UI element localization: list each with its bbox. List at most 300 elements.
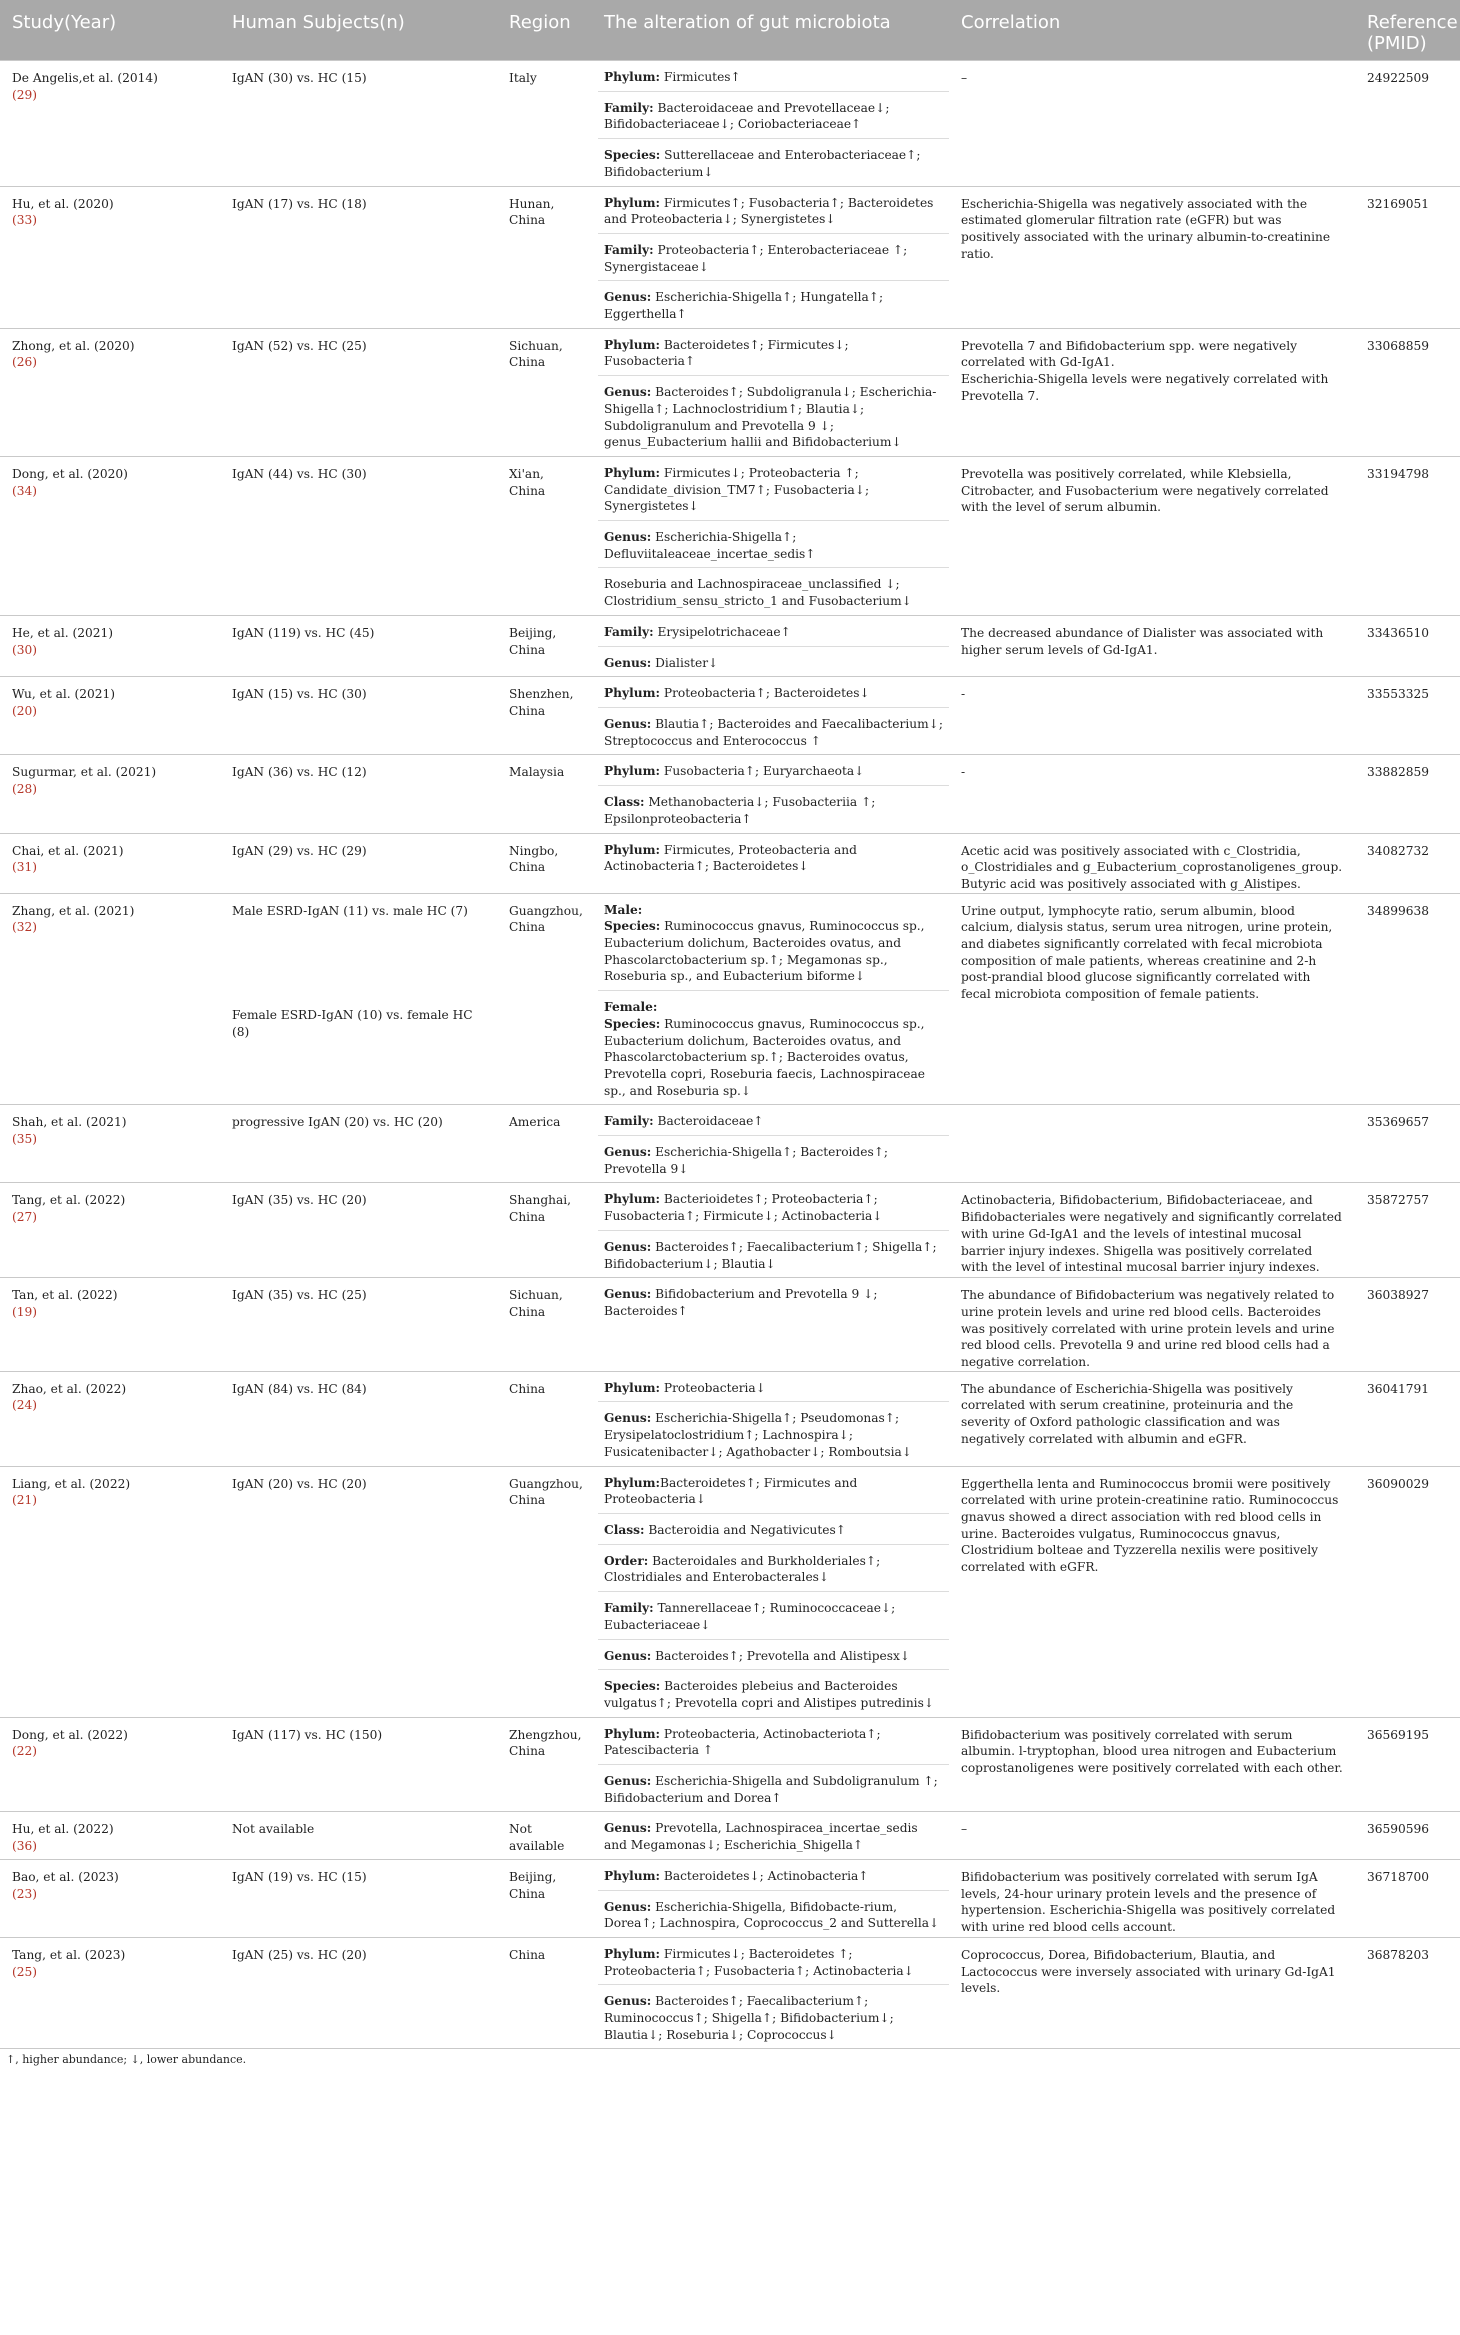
alteration-label: Phylum: xyxy=(604,686,660,701)
pmid-cell: 33436510 xyxy=(1355,615,1460,676)
study-cell xyxy=(0,833,220,893)
alteration-text: Proteobacteria, Actinobacteriota↑; Patescibacteria ↑ xyxy=(604,1726,881,1758)
alteration-item xyxy=(598,1718,949,1765)
study-cell xyxy=(0,328,220,456)
alteration-item xyxy=(598,755,949,786)
alteration-label: Species: xyxy=(604,919,661,934)
table-row xyxy=(0,755,1460,833)
alteration-text: Firmicutes↓; Proteobacteria ↑; Candidate_division_TM7↑; Fusobacteria↓; Synergistetes↓ xyxy=(604,465,870,514)
pmid-cell: 36038927 xyxy=(1355,1278,1460,1372)
study-cell xyxy=(0,1371,220,1466)
alteration-item xyxy=(598,1938,949,1985)
correlation-cell: Escherichia-Shigella was negatively associated with the estimated glomerular filtration rate (eGFR) but was positively associated with the urinary albumin-to-creatinine ratio. xyxy=(949,186,1355,328)
alteration-item xyxy=(598,376,949,456)
alteration-cell xyxy=(592,1937,949,2048)
alteration-item xyxy=(598,1670,949,1716)
alteration-text: Bacteroidetes↓; Actinobacteria↑ xyxy=(660,1868,869,1883)
study-cell xyxy=(0,893,220,1105)
alteration-text: Bacteroidaceae↑ xyxy=(653,1114,764,1129)
alteration-text: Bacteroidia and Negativicutes↑ xyxy=(644,1523,846,1537)
citation-ref: (33) xyxy=(12,213,38,228)
subjects-cell xyxy=(220,1717,497,1812)
alteration-text: Escherichia-Shigella↑; Bacteroides↑; Prevotella 9↓ xyxy=(604,1145,889,1176)
header-subjects: Human Subjects(n) xyxy=(220,0,497,61)
subjects-cell xyxy=(220,893,497,1105)
alteration-item xyxy=(598,1136,949,1182)
study-cell xyxy=(0,677,220,755)
alteration-cell xyxy=(592,61,949,187)
alteration-text: Escherichia-Shigella↑; Pseudomonas↑; Erysipelatoclostridium↑; Lachnospira↓; Fusicatenibacter↓; Agathobacter↓; Romboutsia↓ xyxy=(604,1411,912,1459)
study-cell xyxy=(0,1278,220,1372)
study-cell xyxy=(0,1105,220,1183)
alteration-label: Genus: xyxy=(604,1774,652,1789)
table-body xyxy=(0,61,1460,2049)
alteration-label: Genus: xyxy=(604,1994,652,2009)
correlation-cell: The decreased abundance of Dialister was associated with higher serum levels of Gd-IgA1. xyxy=(949,615,1355,676)
alteration-text: Bacteroides plebeius and Bacteroides vulgatus↑; Prevotella copri and Alistipes putredinis↓ xyxy=(604,1679,935,1710)
subjects-cell xyxy=(220,456,497,615)
citation-ref: (34) xyxy=(12,483,38,498)
correlation-cell: – xyxy=(949,61,1355,187)
study-cell xyxy=(0,1183,220,1278)
alteration-item xyxy=(598,329,949,376)
subjects-cell xyxy=(220,1183,497,1278)
table-row xyxy=(0,615,1460,676)
alteration-label: Phylum: xyxy=(604,842,660,857)
pmid-cell: 35369657 xyxy=(1355,1105,1460,1183)
study-name: De Angelis,et al. (2014) xyxy=(12,71,158,85)
alteration-cell xyxy=(592,1371,949,1466)
alteration-item xyxy=(598,1860,949,1891)
study-name: Liang, et al. (2022) xyxy=(12,1476,131,1491)
table-row xyxy=(0,1371,1460,1466)
pmid-cell: 33553325 xyxy=(1355,677,1460,755)
subjects-cell xyxy=(220,677,497,755)
alteration-item xyxy=(598,616,949,647)
alteration-label: Genus: xyxy=(604,1287,652,1302)
alteration-label: Species: xyxy=(604,1679,661,1694)
pmid-cell: 34082732 xyxy=(1355,833,1460,893)
citation-ref: (27) xyxy=(12,1210,38,1225)
alteration-label: Species: xyxy=(604,1016,661,1031)
correlation-cell: Actinobacteria, Bifidobacterium, Bifidobacteriaceae, and Bifidobacteriales were negatively and significantly correlated with urine Gd-IgA1 and the levels of intestinal mucosal barrier injury indexes. Shigella was positively correlated with the level of intestinal mucosal barrier injury indexes. xyxy=(949,1183,1355,1278)
region-cell: China xyxy=(497,1937,592,2048)
header-alteration: The alteration of gut microbiota xyxy=(592,0,949,61)
alteration-item xyxy=(598,61,949,92)
pmid-cell: 36718700 xyxy=(1355,1859,1460,1937)
citation-ref: (25) xyxy=(12,1964,38,1979)
subjects-text: Female ESRD-IgAN (10) vs. female HC (8) xyxy=(232,1008,473,1040)
alteration-item xyxy=(598,92,949,139)
region-cell: Sichuan, China xyxy=(497,328,592,456)
alteration-item xyxy=(598,521,949,568)
alteration-text: Firmicutes↓; Bacteroidetes ↑; Proteobacteria↑; Fusobacteria↑; Actinobacteria↓ xyxy=(604,1946,914,1978)
citation-ref: (23) xyxy=(12,1886,38,1901)
correlation-cell: The abundance of Escherichia-Shigella was positively correlated with serum creatinine, proteinuria and the severity of Oxford pathologic classification and was negatively correlated with albumin and eGFR. xyxy=(949,1371,1355,1466)
study-name: Shah, et al. (2021) xyxy=(12,1115,127,1130)
alteration-cell xyxy=(592,1812,949,1859)
study-cell xyxy=(0,1859,220,1937)
study-name: Bao, et al. (2023) xyxy=(12,1869,119,1884)
alteration-item xyxy=(598,1985,949,2048)
region-cell: Shanghai, China xyxy=(497,1183,592,1278)
citation-ref: (36) xyxy=(12,1839,38,1854)
study-cell xyxy=(0,61,220,187)
alteration-label: Genus: xyxy=(604,1239,652,1254)
table-row xyxy=(0,328,1460,456)
subjects-cell xyxy=(220,1859,497,1937)
subjects-cell xyxy=(220,186,497,328)
correlation-cell: Urine output, lymphocyte ratio, serum albumin, blood calcium, dialysis status, serum urea nitrogen, urine protein, and diabetes significantly correlated with fecal microbiota composition of male patients, whereas creatinine and 2-h post-prandial blood glucose significantly correlated with fecal microbiota composition of female patients. xyxy=(949,893,1355,1105)
alteration-label: Family: xyxy=(604,1601,654,1616)
alteration-text: Proteobacteria↑; Enterobacteriaceae ↑; Synergistaceae↓ xyxy=(604,242,908,274)
alteration-label: Family: xyxy=(604,624,654,639)
subjects-text: Not available xyxy=(232,1822,315,1837)
subjects-text: IgAN (44) vs. HC (30) xyxy=(232,466,367,481)
alteration-label: Genus: xyxy=(604,1145,652,1160)
table-row xyxy=(0,1105,1460,1183)
citation-ref: (20) xyxy=(12,703,38,718)
table-row xyxy=(0,186,1460,328)
header-correlation: Correlation xyxy=(949,0,1355,61)
alteration-text: Proteobacteria↓ xyxy=(660,1380,766,1395)
pmid-cell: 34899638 xyxy=(1355,893,1460,1105)
alteration-cell xyxy=(592,615,949,676)
subjects-cell xyxy=(220,1371,497,1466)
pmid-cell: 33882859 xyxy=(1355,755,1460,833)
citation-ref: (22) xyxy=(12,1744,38,1759)
region-cell: Hunan, China xyxy=(497,186,592,328)
study-name: Hu, et al. (2020) xyxy=(12,196,114,211)
study-cell xyxy=(0,1812,220,1859)
subjects-cell xyxy=(220,615,497,676)
pmid-cell: 33068859 xyxy=(1355,328,1460,456)
correlation-cell: - xyxy=(949,677,1355,755)
subjects-text: IgAN (36) vs. HC (12) xyxy=(232,765,367,780)
alteration-text: Bacterioidetes↑; Proteobacteria↑; Fusobacteria↑; Firmicute↓; Actinobacteria↓ xyxy=(604,1192,883,1224)
region-cell: Malaysia xyxy=(497,755,592,833)
alteration-item xyxy=(598,677,949,708)
study-name: Hu, et al. (2022) xyxy=(12,1822,114,1837)
study-cell xyxy=(0,1937,220,2048)
alteration-item xyxy=(598,457,949,521)
alteration-item xyxy=(598,1105,949,1136)
alteration-cell xyxy=(592,677,949,755)
alteration-label: Phylum: xyxy=(604,1868,660,1883)
subjects-cell xyxy=(220,1466,497,1717)
table-row xyxy=(0,1717,1460,1812)
pmid-cell: 32169051 xyxy=(1355,186,1460,328)
alteration-text: Sutterellaceae and Enterobacteriaceae↑; Bifidobacterium↓ xyxy=(604,148,921,179)
citation-ref: (28) xyxy=(12,782,38,797)
alteration-item xyxy=(598,1514,949,1545)
alteration-item xyxy=(598,786,949,832)
pmid-cell: 36878203 xyxy=(1355,1937,1460,2048)
pmid-cell: 36090029 xyxy=(1355,1466,1460,1717)
alteration-label: Genus: xyxy=(604,1821,652,1836)
alteration-label: Genus: xyxy=(604,716,652,731)
alteration-text: Bacteroidaceae and Prevotellaceae↓; Bifidobacteriaceae↓; Coriobacteriaceae↑ xyxy=(604,100,890,132)
study-name: Wu, et al. (2021) xyxy=(12,687,116,702)
alteration-label: Phylum: xyxy=(604,1475,660,1490)
correlation-cell: Bifidobacterium was positively correlated with serum IgA levels, 24-hour urinary protein levels and the presence of hypertension. Escherichia-Shigella was positively correlated with urine red blood cells account. xyxy=(949,1859,1355,1937)
pmid-cell: 35872757 xyxy=(1355,1183,1460,1278)
table-row xyxy=(0,677,1460,755)
study-name: Tan, et al. (2022) xyxy=(12,1288,118,1303)
alteration-item xyxy=(598,1640,949,1671)
alteration-label: Genus: xyxy=(604,385,652,400)
alteration-cell xyxy=(592,755,949,833)
alteration-group-label: Female: xyxy=(604,1000,658,1015)
alteration-label: Species: xyxy=(604,148,661,163)
study-name: He, et al. (2021) xyxy=(12,625,114,640)
alteration-text: Bacteroides↑; Prevotella and Alistipesx↓ xyxy=(651,1648,911,1663)
region-cell: Zhengzhou, China xyxy=(497,1717,592,1812)
alteration-text: Methanobacteria↓; Fusobacteriia ↑; Epsilonproteobacteria↑ xyxy=(604,795,876,826)
alteration-item xyxy=(598,1765,949,1811)
alteration-text: Escherichia-Shigella and Subdoligranulum ↑; Bifidobacterium and Dorea↑ xyxy=(604,1774,938,1805)
correlation-cell: Prevotella was positively correlated, while Klebsiella, Citrobacter, and Fusobacterium were negatively correlated with the level of serum albumin. xyxy=(949,456,1355,615)
alteration-cell xyxy=(592,328,949,456)
citation-ref: (26) xyxy=(12,355,38,370)
region-cell: Shenzhen, China xyxy=(497,677,592,755)
region-cell: Sichuan, China xyxy=(497,1278,592,1372)
study-cell xyxy=(0,456,220,615)
alteration-text: Ruminococcus gnavus, Ruminococcus sp., Eubacterium dolichum, Bacteroides ovatus, and Phascolarctobacterium sp.↑; Bacteroides ovatus, Prevotella copri, Roseburia faecis, Lachnospiraceae sp., and Roseburia sp.↓ xyxy=(604,1016,925,1098)
study-name: Dong, et al. (2020) xyxy=(12,466,128,481)
citation-ref: (35) xyxy=(12,1132,38,1147)
alteration-label: Phylum: xyxy=(604,1380,660,1395)
alteration-item xyxy=(598,1231,949,1277)
subjects-text: IgAN (30) vs. HC (15) xyxy=(232,71,367,85)
alteration-label: Class: xyxy=(604,795,645,810)
subjects-text: IgAN (15) vs. HC (30) xyxy=(232,687,367,702)
subjects-cell xyxy=(220,1278,497,1372)
citation-ref: (19) xyxy=(12,1304,38,1319)
correlation-cell: Coprococcus, Dorea, Bifidobacterium, Blautia, and Lactococcus were inversely associated with urinary Gd-IgA1 levels. xyxy=(949,1937,1355,2048)
subjects-text: IgAN (35) vs. HC (25) xyxy=(232,1288,367,1303)
citation-ref: (30) xyxy=(12,642,38,657)
pmid-cell: 36041791 xyxy=(1355,1371,1460,1466)
subjects-cell xyxy=(220,833,497,893)
region-cell: Guangzhou, China xyxy=(497,1466,592,1717)
alteration-text: Prevotella, Lachnospiracea_incertae_sedis and Megamonas↓; Escherichia_Shigella↑ xyxy=(604,1821,918,1853)
subjects-text: progressive IgAN (20) vs. HC (20) xyxy=(232,1115,443,1130)
alteration-cell xyxy=(592,1183,949,1278)
table-row xyxy=(0,456,1460,615)
study-cell xyxy=(0,615,220,676)
study-cell xyxy=(0,1717,220,1812)
alteration-label: Phylum: xyxy=(604,1726,660,1741)
alteration-label: Phylum: xyxy=(604,1946,660,1961)
pmid-cell: 36590596 xyxy=(1355,1812,1460,1859)
subjects-cell xyxy=(220,1812,497,1859)
subjects-text: IgAN (29) vs. HC (29) xyxy=(232,843,367,858)
alteration-label: Phylum: xyxy=(604,1192,660,1207)
alteration-cell xyxy=(592,1717,949,1812)
alteration-label: Genus: xyxy=(604,1899,652,1914)
alteration-label: Phylum: xyxy=(604,465,660,480)
study-name: Chai, et al. (2021) xyxy=(12,843,124,858)
study-cell xyxy=(0,755,220,833)
alteration-label: Phylum: xyxy=(604,764,660,779)
alteration-item xyxy=(598,1467,949,1514)
region-cell: Beijing, China xyxy=(497,1859,592,1937)
alteration-label: Phylum: xyxy=(604,70,660,84)
subjects-text: IgAN (19) vs. HC (15) xyxy=(232,1869,367,1884)
pmid-cell: 33194798 xyxy=(1355,456,1460,615)
subjects-text: IgAN (52) vs. HC (25) xyxy=(232,338,367,353)
alteration-cell xyxy=(592,186,949,328)
header-study: Study(Year) xyxy=(0,0,220,61)
subjects-text: IgAN (84) vs. HC (84) xyxy=(232,1381,367,1396)
alteration-item xyxy=(598,1812,949,1858)
study-name: Tang, et al. (2022) xyxy=(12,1193,126,1208)
citation-ref: (31) xyxy=(12,860,38,875)
header-reference: Reference (PMID) xyxy=(1355,0,1460,61)
region-cell: China xyxy=(497,1371,592,1466)
correlation-cell: Bifidobacterium was positively correlated with serum albumin. l-tryptophan, blood urea nitrogen and Eubacterium coprostanoligenes were positively correlated with each other. xyxy=(949,1717,1355,1812)
alteration-text: Proteobacteria↑; Bacteroidetes↓ xyxy=(660,686,870,701)
citation-ref: (21) xyxy=(12,1493,38,1508)
table-row xyxy=(0,1937,1460,2048)
alteration-text: Bacteroides↑; Subdoligranula↓; Escherichia-Shigella↑; Lachnoclostridium↑; Blautia↓; Subdoligranulum and Prevotella 9 ↓; genus_Eubacterium hallii and Bifidobacterium↓ xyxy=(604,385,937,450)
alteration-label: Phylum: xyxy=(604,337,660,352)
alteration-item xyxy=(598,187,949,234)
alteration-label: Genus: xyxy=(604,1648,652,1663)
alteration-cell xyxy=(592,1466,949,1717)
region-cell: Not available xyxy=(497,1812,592,1859)
alteration-label: Genus: xyxy=(604,290,652,305)
alteration-text: Ruminococcus gnavus, Ruminococcus sp., Eubacterium dolichum, Bacteroides ovatus, and Phascolarctobacterium sp.↑; Megamonas sp., Roseburia sp., and Eubacterium biforme↓ xyxy=(604,919,925,984)
study-name: Zhang, et al. (2021) xyxy=(12,903,135,918)
alteration-item xyxy=(598,1183,949,1230)
header-row xyxy=(0,0,1460,61)
alteration-text: Escherichia-Shigella, Bifidobacte-rium, Dorea↑; Lachnospira, Coprococcus_2 and Sutterella↓ xyxy=(604,1899,940,1931)
header-region: Region xyxy=(497,0,592,61)
alteration-text: Firmicutes↑ xyxy=(660,70,741,84)
alteration-cell xyxy=(592,456,949,615)
subjects-text: IgAN (35) vs. HC (20) xyxy=(232,1193,367,1208)
table-row xyxy=(0,1859,1460,1937)
correlation-cell: - xyxy=(949,755,1355,833)
study-name: Sugurmar, et al. (2021) xyxy=(12,765,157,780)
alteration-label: Family: xyxy=(604,242,654,257)
alteration-item xyxy=(598,139,949,185)
alteration-text: Roseburia and Lachnospiraceae_unclassified ↓; Clostridium_sensu_stricto_1 and Fusobacterium↓ xyxy=(604,577,912,609)
alteration-text: Dialister↓ xyxy=(651,655,719,670)
alteration-text: Escherichia-Shigella↑; Defluviitaleaceae_incertae_sedis↑ xyxy=(604,530,816,561)
pmid-cell: 24922509 xyxy=(1355,61,1460,187)
alteration-text: Firmicutes↑; Fusobacteria↑; Bacteroidetes and Proteobacteria↓; Synergistetes↓ xyxy=(604,195,934,227)
alteration-label: Genus: xyxy=(604,1411,652,1426)
region-cell: Beijing, China xyxy=(497,615,592,676)
alteration-text: Bacteroides↑; Faecalibacterium↑; Ruminococcus↑; Shigella↑; Bifidobacterium↓; Blautia↓; Roseburia↓; Coprococcus↓ xyxy=(604,1994,894,2042)
study-name: Zhao, et al. (2022) xyxy=(12,1381,127,1396)
correlation-cell: – xyxy=(949,1812,1355,1859)
alteration-text: Fusobacteria↑; Euryarchaeota↓ xyxy=(660,764,865,779)
subjects-text: IgAN (25) vs. HC (20) xyxy=(232,1947,367,1962)
alteration-label: Genus: xyxy=(604,530,652,545)
region-cell: Xi'an, China xyxy=(497,456,592,615)
alteration-text: Bifidobacterium and Prevotella 9 ↓; Bacteroides↑ xyxy=(604,1287,878,1318)
alteration-item xyxy=(598,834,949,880)
study-cell xyxy=(0,186,220,328)
subjects-cell xyxy=(220,1937,497,2048)
subjects-cell xyxy=(220,61,497,187)
region-cell: Ningbo, China xyxy=(497,833,592,893)
correlation-cell: Acetic acid was positively associated with c_Clostridia, o_Clostridiales and g_Eubacterium_coprostanoligenes_group. Butyric acid was positively associated with g_Alistipes. xyxy=(949,833,1355,893)
subjects-text: IgAN (119) vs. HC (45) xyxy=(232,625,375,640)
alteration-item xyxy=(598,1592,949,1639)
alteration-item xyxy=(598,1545,949,1592)
alteration-cell xyxy=(592,1278,949,1372)
alteration-item xyxy=(598,647,949,677)
alteration-cell xyxy=(592,1859,949,1937)
table-row xyxy=(0,893,1460,1105)
alteration-text: Bacteroidetes↑; Firmicutes↓; Fusobacteria↑ xyxy=(604,337,849,369)
study-name: Zhong, et al. (2020) xyxy=(12,338,135,353)
alteration-item xyxy=(598,1402,949,1465)
subjects-cell xyxy=(220,328,497,456)
alteration-cell xyxy=(592,1105,949,1183)
subjects-text: IgAN (117) vs. HC (150) xyxy=(232,1727,383,1742)
correlation-cell: Prevotella 7 and Bifidobacterium spp. were negatively correlated with Gd-IgA1. Escherichia-Shigella levels were negatively correlated with Prevotella 7. xyxy=(949,328,1355,456)
table-row xyxy=(0,61,1460,187)
alteration-item xyxy=(598,894,949,992)
region-cell: Guangzhou, China xyxy=(497,893,592,1105)
subjects-text: IgAN (20) vs. HC (20) xyxy=(232,1476,367,1491)
citation-ref: (29) xyxy=(12,87,38,102)
region-cell: Italy xyxy=(497,61,592,187)
alteration-text: Blautia↑; Bacteroides and Faecalibacterium↓; Streptococcus and Enterococcus ↑ xyxy=(604,716,943,748)
study-name: Dong, et al. (2022) xyxy=(12,1727,128,1742)
citation-ref: (24) xyxy=(12,1398,38,1413)
alteration-text: Erysipelotrichaceae↑ xyxy=(653,624,791,639)
alteration-text: Firmicutes, Proteobacteria and Actinobacteria↑; Bacteroidetes↓ xyxy=(604,842,857,874)
alteration-label: Genus: xyxy=(604,655,652,670)
table-row xyxy=(0,1278,1460,1372)
region-cell: America xyxy=(497,1105,592,1183)
alteration-item xyxy=(598,1278,949,1324)
alteration-item xyxy=(598,568,949,614)
alteration-label: Family: xyxy=(604,100,654,115)
correlation-cell xyxy=(949,1105,1355,1183)
alteration-text: Bacteroidales and Burkholderiales↑; Clostridiales and Enterobacterales↓ xyxy=(604,1553,881,1585)
alteration-label: Order: xyxy=(604,1553,649,1568)
study-name: Tang, et al. (2023) xyxy=(12,1947,126,1962)
alteration-text: Bacteroides↑; Faecalibacterium↑; Shigella↑; Bifidobacterium↓; Blautia↓ xyxy=(604,1239,937,1271)
alteration-item xyxy=(598,1372,949,1403)
subjects-text: IgAN (17) vs. HC (18) xyxy=(232,196,367,211)
table-row xyxy=(0,833,1460,893)
alteration-label: Class: xyxy=(604,1523,645,1537)
alteration-label: Family: xyxy=(604,1114,654,1129)
table-row xyxy=(0,1812,1460,1859)
alteration-label: Phylum: xyxy=(604,195,660,210)
subjects-cell xyxy=(220,1105,497,1183)
alteration-item xyxy=(598,234,949,281)
alteration-item xyxy=(598,281,949,327)
alteration-text: Escherichia-Shigella↑; Hungatella↑; Eggerthella↑ xyxy=(604,290,884,322)
correlation-cell: Eggerthella lenta and Ruminococcus bromii were positively correlated with urine protein-creatinine ratio. Ruminococcus gnavus showed a direct association with red blood cells in urine. Bacteroides vulgatus, Ruminococcus gnavus, Clostridium bolteae and Tyzzerella nexilis were positively correlated with eGFR. xyxy=(949,1466,1355,1717)
citation-ref: (32) xyxy=(12,920,38,935)
subjects-text: Male ESRD-IgAN (11) vs. male HC (7) xyxy=(232,903,468,918)
alteration-text: Tannerellaceae↑; Ruminococcaceae↓; Eubacteriaceae↓ xyxy=(604,1601,896,1632)
footnote: ↑, higher abundance; ↓, lower abundance. xyxy=(0,2048,1460,2070)
subjects-cell xyxy=(220,755,497,833)
alteration-item xyxy=(598,1891,949,1937)
